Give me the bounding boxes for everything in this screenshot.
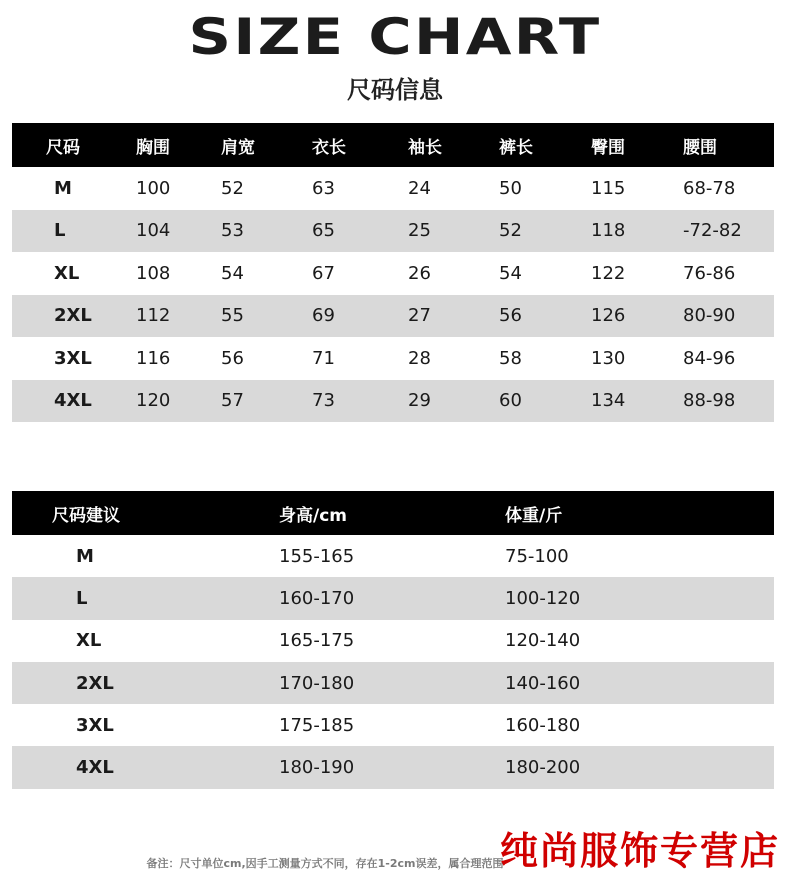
header-hip: 臀围 xyxy=(579,123,671,167)
header-length: 衣长 xyxy=(300,123,396,167)
cell-chest: 120 xyxy=(124,380,209,423)
cell-chest: 112 xyxy=(124,295,209,338)
cell-height: 175-185 xyxy=(279,714,355,736)
header-size: 尺码 xyxy=(12,123,124,167)
cell-length: 65 xyxy=(300,210,396,253)
cell-waist: 76-86 xyxy=(683,262,736,284)
cell-hip: 122 xyxy=(591,262,626,284)
cell-waist: 88-98 xyxy=(671,380,774,423)
cell-size: 2XL xyxy=(12,295,124,338)
cell-hip: 130 xyxy=(591,347,626,369)
table-row xyxy=(12,535,774,577)
cell-length: 63 xyxy=(312,177,335,199)
store-watermark: 纯尚服饰专营店 xyxy=(499,828,780,873)
header-waist: 腰围 xyxy=(671,123,774,167)
cell-chest: 100 xyxy=(136,177,171,199)
cell-shoulder: 54 xyxy=(221,262,244,284)
cell-weight: 100-120 xyxy=(505,577,774,619)
cell-shoulder: 56 xyxy=(221,347,244,369)
header-size-advice: 尺码建议 xyxy=(12,491,279,535)
rec-table-header-row xyxy=(12,491,774,535)
cell-pants-length: 50 xyxy=(499,177,522,199)
table-row xyxy=(12,620,774,662)
cell-length: 67 xyxy=(312,262,335,284)
cell-pants-length: 60 xyxy=(487,380,579,423)
table-row xyxy=(12,577,774,619)
cell-length: 71 xyxy=(312,347,335,369)
cell-size: M xyxy=(54,177,72,199)
cell-hip: 126 xyxy=(579,295,671,338)
cell-sleeve: 24 xyxy=(408,177,431,199)
size-recommendation-table xyxy=(12,491,774,789)
cell-height: 180-190 xyxy=(279,746,505,788)
cell-hip: 134 xyxy=(579,380,671,423)
cell-size: M xyxy=(76,545,94,567)
cell-hip: 115 xyxy=(591,177,626,199)
cell-sleeve: 28 xyxy=(408,347,431,369)
cell-height: 165-175 xyxy=(279,630,355,652)
cell-waist: -72-82 xyxy=(671,210,774,253)
cell-height: 170-180 xyxy=(279,662,505,704)
cell-size: L xyxy=(12,577,279,619)
header-weight: 体重/斤 xyxy=(505,491,774,535)
page-subtitle: 尺码信息 xyxy=(347,76,443,104)
cell-weight: 160-180 xyxy=(505,714,581,736)
size-table-header-row xyxy=(12,123,774,167)
header-pants-length: 裤长 xyxy=(487,123,579,167)
cell-size: L xyxy=(12,210,124,253)
cell-sleeve: 26 xyxy=(408,262,431,284)
table-row xyxy=(12,704,774,746)
table-row xyxy=(12,662,774,704)
cell-waist: 68-78 xyxy=(683,177,736,199)
cell-size: 2XL xyxy=(12,662,279,704)
cell-sleeve: 29 xyxy=(396,380,487,423)
cell-sleeve: 27 xyxy=(396,295,487,338)
cell-waist: 84-96 xyxy=(683,347,736,369)
page-title: SIZE CHART xyxy=(188,8,602,66)
cell-size: 3XL xyxy=(54,347,92,369)
cell-weight: 75-100 xyxy=(505,545,569,567)
cell-shoulder: 52 xyxy=(221,177,244,199)
header-chest: 胸围 xyxy=(124,123,209,167)
cell-pants-length: 58 xyxy=(499,347,522,369)
cell-size: 3XL xyxy=(76,714,114,736)
cell-weight: 120-140 xyxy=(505,630,581,652)
table-row xyxy=(12,380,774,423)
table-row xyxy=(12,167,774,210)
cell-weight: 180-200 xyxy=(505,746,774,788)
cell-pants-length: 54 xyxy=(499,262,522,284)
cell-size: 4XL xyxy=(12,380,124,423)
footnote: 备注：尺寸单位cm,因手工测量方式不同，存在1-2cm误差，属合理范围 xyxy=(146,857,504,870)
header-height: 身高/cm xyxy=(279,491,505,535)
cell-chest: 108 xyxy=(136,262,171,284)
cell-chest: 104 xyxy=(124,210,209,253)
table-row xyxy=(12,337,774,380)
cell-length: 73 xyxy=(300,380,396,423)
cell-height: 155-165 xyxy=(279,545,355,567)
cell-length: 69 xyxy=(300,295,396,338)
cell-sleeve: 25 xyxy=(396,210,487,253)
cell-size: 4XL xyxy=(12,746,279,788)
cell-size: XL xyxy=(76,630,102,652)
cell-height: 160-170 xyxy=(279,577,505,619)
cell-pants-length: 52 xyxy=(487,210,579,253)
cell-pants-length: 56 xyxy=(487,295,579,338)
table-row xyxy=(12,252,774,295)
header-shoulder: 肩宽 xyxy=(209,123,300,167)
cell-chest: 116 xyxy=(136,347,171,369)
table-row xyxy=(12,295,774,338)
table-row xyxy=(12,746,774,788)
cell-hip: 118 xyxy=(579,210,671,253)
cell-shoulder: 53 xyxy=(209,210,300,253)
table-row xyxy=(12,210,774,253)
size-info-table xyxy=(12,123,774,422)
cell-shoulder: 57 xyxy=(209,380,300,423)
header-sleeve: 袖长 xyxy=(396,123,487,167)
cell-waist: 80-90 xyxy=(671,295,774,338)
cell-size: XL xyxy=(54,262,80,284)
cell-shoulder: 55 xyxy=(209,295,300,338)
cell-weight: 140-160 xyxy=(505,662,774,704)
